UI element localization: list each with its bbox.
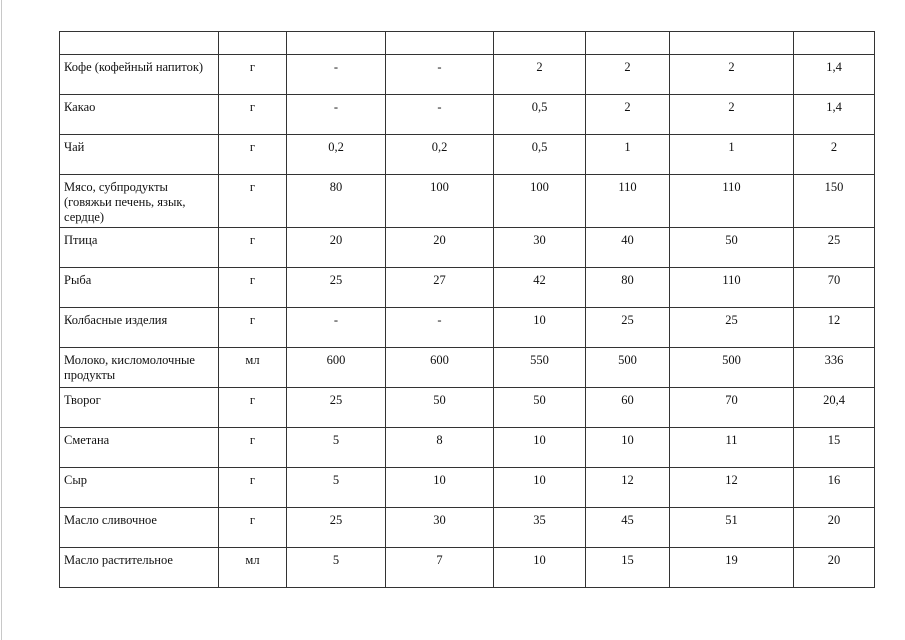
value-cell: 110 (586, 175, 670, 228)
header-cell (586, 32, 670, 55)
value-cell: 25 (287, 268, 386, 308)
value-cell: 15 (586, 548, 670, 588)
table-row (60, 228, 875, 268)
value-cell: 25 (287, 508, 386, 548)
table-row (60, 95, 875, 135)
value-cell: 16 (794, 468, 875, 508)
value-cell: 11 (670, 428, 794, 468)
value-cell: - (386, 95, 494, 135)
header-cell (219, 32, 287, 55)
value-cell: 40 (586, 228, 670, 268)
value-cell: 5 (287, 548, 386, 588)
unit-cell: г (219, 428, 287, 468)
value-cell: 110 (670, 175, 794, 228)
value-cell: 20 (794, 508, 875, 548)
product-name-cell: Молоко, кисломолочные продукты (60, 348, 219, 388)
table-body (60, 32, 875, 588)
value-cell: 10 (494, 428, 586, 468)
value-cell: 1 (586, 135, 670, 175)
table-row (60, 388, 875, 428)
unit-cell: г (219, 308, 287, 348)
value-cell: 70 (670, 388, 794, 428)
unit-cell: г (219, 55, 287, 95)
unit-cell: г (219, 388, 287, 428)
product-name-cell: Масло сливочное (60, 508, 219, 548)
value-cell: 0,2 (287, 135, 386, 175)
value-cell: 7 (386, 548, 494, 588)
product-name-cell: Птица (60, 228, 219, 268)
value-cell: 1,4 (794, 95, 875, 135)
value-cell: 20 (794, 548, 875, 588)
value-cell: 10 (386, 468, 494, 508)
product-name-cell: Кофе (кофейный напиток) (60, 55, 219, 95)
value-cell: 30 (494, 228, 586, 268)
value-cell: 25 (670, 308, 794, 348)
table-row (60, 348, 875, 388)
header-cell (670, 32, 794, 55)
value-cell: 51 (670, 508, 794, 548)
table-row (60, 308, 875, 348)
header-cell (794, 32, 875, 55)
value-cell: 50 (386, 388, 494, 428)
unit-cell: мл (219, 348, 287, 388)
value-cell: 500 (586, 348, 670, 388)
table-row (60, 508, 875, 548)
value-cell: 19 (670, 548, 794, 588)
value-cell: 150 (794, 175, 875, 228)
unit-cell: г (219, 268, 287, 308)
value-cell: - (386, 55, 494, 95)
value-cell: 110 (670, 268, 794, 308)
value-cell: 50 (670, 228, 794, 268)
header-cell (386, 32, 494, 55)
value-cell: - (287, 308, 386, 348)
product-name-cell: Какао (60, 95, 219, 135)
value-cell: 550 (494, 348, 586, 388)
food-norms-table (59, 31, 875, 588)
unit-cell: г (219, 468, 287, 508)
value-cell: 8 (386, 428, 494, 468)
product-name-cell: Колбасные изделия (60, 308, 219, 348)
value-cell: 15 (794, 428, 875, 468)
product-name-cell: Чай (60, 135, 219, 175)
header-cell (287, 32, 386, 55)
value-cell: 12 (670, 468, 794, 508)
value-cell: 336 (794, 348, 875, 388)
value-cell: 80 (586, 268, 670, 308)
value-cell: 50 (494, 388, 586, 428)
value-cell: 1,4 (794, 55, 875, 95)
product-name-cell: Масло растительное (60, 548, 219, 588)
value-cell: 0,2 (386, 135, 494, 175)
value-cell: 2 (794, 135, 875, 175)
product-name-cell: Сметана (60, 428, 219, 468)
product-name-cell: Творог (60, 388, 219, 428)
unit-cell: г (219, 508, 287, 548)
value-cell: 2 (586, 55, 670, 95)
value-cell: 2 (494, 55, 586, 95)
value-cell: 2 (670, 95, 794, 135)
value-cell: 12 (794, 308, 875, 348)
value-cell: 1 (670, 135, 794, 175)
value-cell: 35 (494, 508, 586, 548)
table-row (60, 468, 875, 508)
value-cell: 10 (494, 548, 586, 588)
product-name-cell: Сыр (60, 468, 219, 508)
value-cell: 0,5 (494, 135, 586, 175)
value-cell: 25 (287, 388, 386, 428)
value-cell: 25 (794, 228, 875, 268)
value-cell: 60 (586, 388, 670, 428)
unit-cell: мл (219, 548, 287, 588)
table-row (60, 268, 875, 308)
value-cell: 45 (586, 508, 670, 548)
table-row (60, 428, 875, 468)
value-cell: 2 (586, 95, 670, 135)
value-cell: 42 (494, 268, 586, 308)
value-cell: 27 (386, 268, 494, 308)
value-cell: - (287, 95, 386, 135)
header-cell (60, 32, 219, 55)
value-cell: 10 (494, 308, 586, 348)
value-cell: 5 (287, 468, 386, 508)
value-cell: 600 (287, 348, 386, 388)
value-cell: 10 (586, 428, 670, 468)
value-cell: 500 (670, 348, 794, 388)
table-header-row (60, 32, 875, 55)
product-name-cell: Мясо, субпродукты (говяжьи печень, язык, сердце) (60, 175, 219, 228)
value-cell: 2 (670, 55, 794, 95)
table-row (60, 548, 875, 588)
product-name-cell: Рыба (60, 268, 219, 308)
value-cell: 100 (386, 175, 494, 228)
header-cell (494, 32, 586, 55)
value-cell: - (386, 308, 494, 348)
unit-cell: г (219, 175, 287, 228)
value-cell: - (287, 55, 386, 95)
value-cell: 20 (287, 228, 386, 268)
value-cell: 20 (386, 228, 494, 268)
table-row (60, 135, 875, 175)
value-cell: 100 (494, 175, 586, 228)
value-cell: 25 (586, 308, 670, 348)
value-cell: 80 (287, 175, 386, 228)
page-edge-line (1, 0, 2, 640)
value-cell: 5 (287, 428, 386, 468)
value-cell: 10 (494, 468, 586, 508)
table-row (60, 55, 875, 95)
table-row (60, 175, 875, 228)
value-cell: 12 (586, 468, 670, 508)
unit-cell: г (219, 95, 287, 135)
value-cell: 30 (386, 508, 494, 548)
value-cell: 70 (794, 268, 875, 308)
unit-cell: г (219, 228, 287, 268)
value-cell: 0,5 (494, 95, 586, 135)
unit-cell: г (219, 135, 287, 175)
value-cell: 600 (386, 348, 494, 388)
value-cell: 20,4 (794, 388, 875, 428)
